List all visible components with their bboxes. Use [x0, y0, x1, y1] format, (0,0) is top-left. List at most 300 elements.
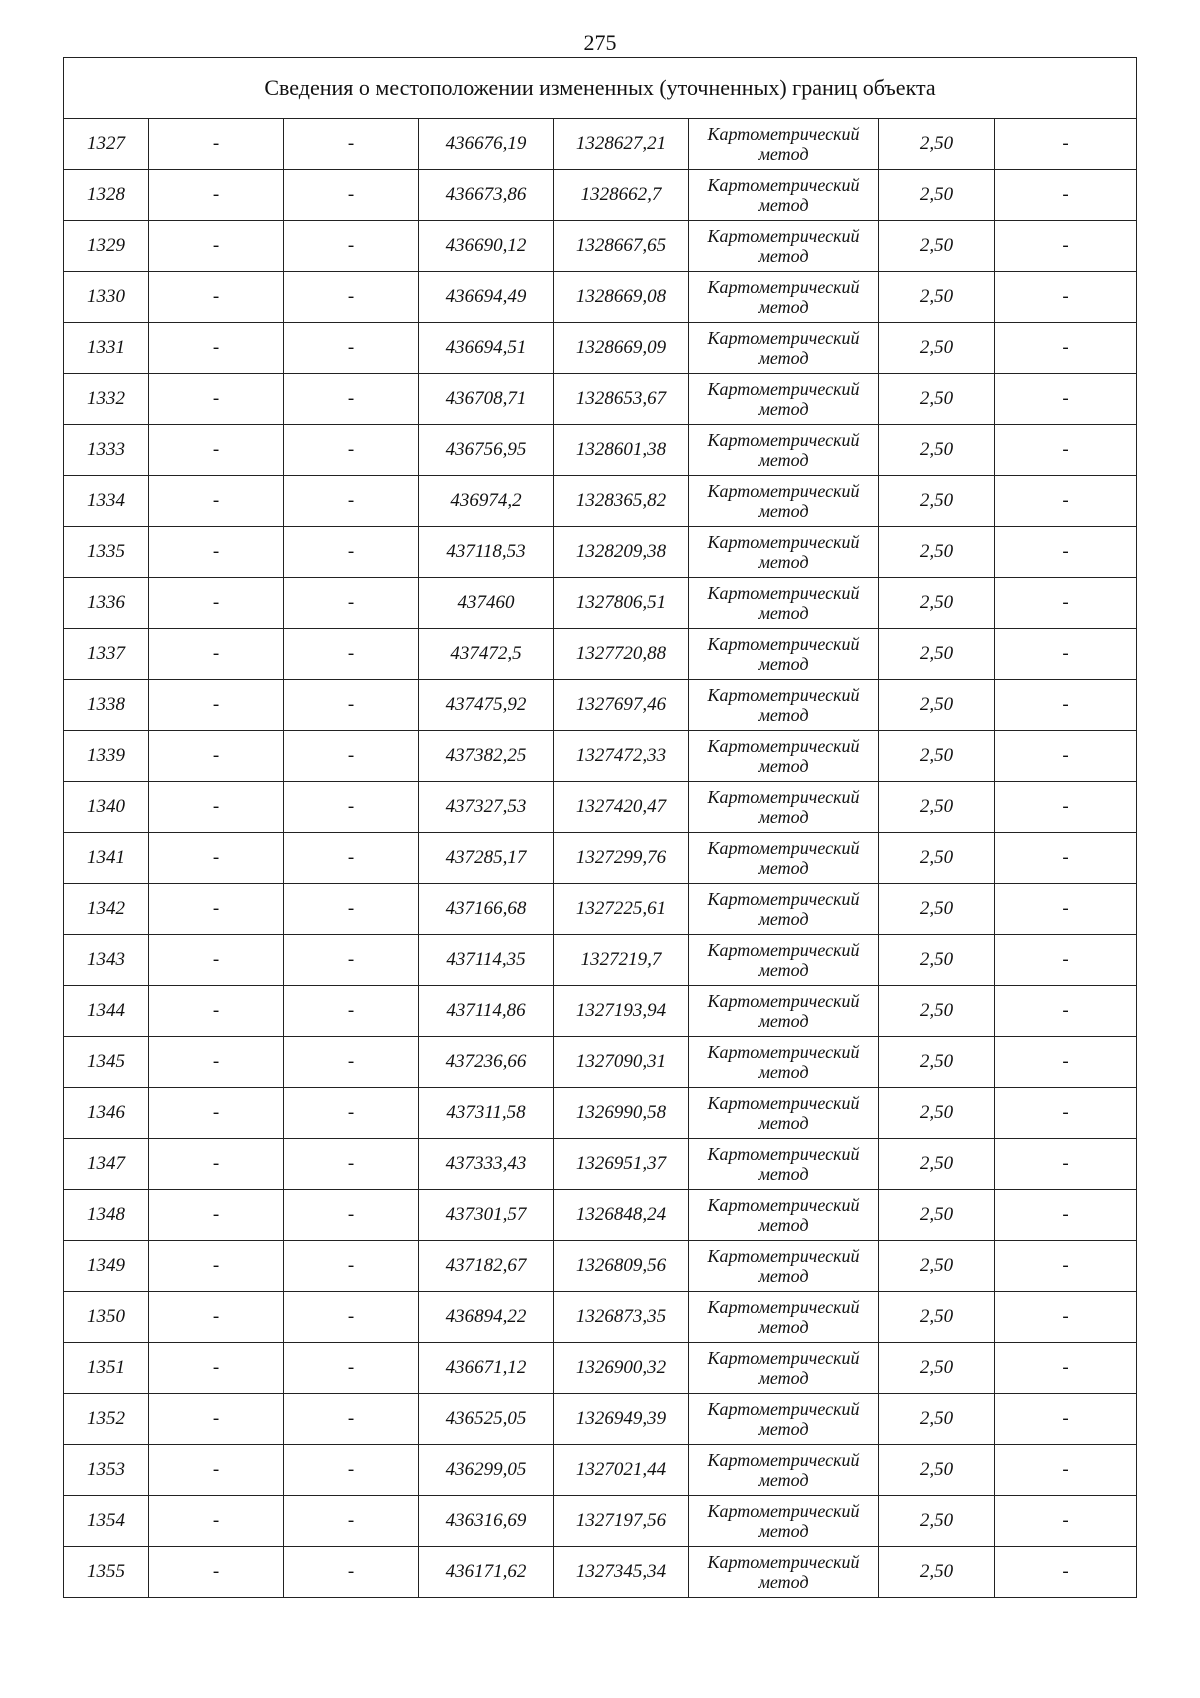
method-line-2: метод: [758, 960, 809, 980]
accuracy-cell: 2,50: [879, 1445, 995, 1496]
method-cell: [689, 425, 879, 476]
point-number-cell: 1336: [64, 578, 149, 629]
method-line-1: Картометрический: [707, 481, 860, 501]
old-y-cell: -: [284, 1394, 419, 1445]
accuracy-cell: 2,50: [879, 833, 995, 884]
method-cell: [689, 1037, 879, 1088]
method-line-2: метод: [758, 297, 809, 317]
method-line-2: метод: [758, 1317, 809, 1337]
accuracy-cell: 2,50: [879, 578, 995, 629]
table-row: [64, 629, 1137, 680]
new-y-cell: 1328365,82: [554, 476, 689, 527]
new-x-cell: 436676,19: [419, 119, 554, 170]
method-line-2: метод: [758, 1164, 809, 1184]
old-x-cell: -: [149, 680, 284, 731]
point-number-cell: 1355: [64, 1547, 149, 1598]
accuracy-cell: 2,50: [879, 221, 995, 272]
old-x-cell: -: [149, 1394, 284, 1445]
accuracy-cell: 2,50: [879, 1037, 995, 1088]
method-line-2: метод: [758, 909, 809, 929]
point-number-cell: 1333: [64, 425, 149, 476]
description-cell: -: [995, 1190, 1137, 1241]
method-line-2: метод: [758, 1011, 809, 1031]
table-row: [64, 1037, 1137, 1088]
old-x-cell: -: [149, 119, 284, 170]
description-cell: -: [995, 1241, 1137, 1292]
new-x-cell: 437114,86: [419, 986, 554, 1037]
new-x-cell: 437182,67: [419, 1241, 554, 1292]
table-row: [64, 986, 1137, 1037]
method-line-1: Картометрический: [707, 328, 860, 348]
new-y-cell: 1328653,67: [554, 374, 689, 425]
old-x-cell: -: [149, 1139, 284, 1190]
method-cell: [689, 1445, 879, 1496]
new-y-cell: 1328669,08: [554, 272, 689, 323]
accuracy-cell: 2,50: [879, 1343, 995, 1394]
table-row: [64, 527, 1137, 578]
method-cell: [689, 833, 879, 884]
method-line-1: Картометрический: [707, 1501, 860, 1521]
description-cell: -: [995, 1343, 1137, 1394]
old-x-cell: -: [149, 476, 284, 527]
new-x-cell: 436299,05: [419, 1445, 554, 1496]
table-row: [64, 323, 1137, 374]
method-line-1: Картометрический: [707, 1450, 860, 1470]
method-line-2: метод: [758, 501, 809, 521]
new-y-cell: 1327021,44: [554, 1445, 689, 1496]
method-cell: [689, 1088, 879, 1139]
old-y-cell: -: [284, 986, 419, 1037]
new-y-cell: 1327299,76: [554, 833, 689, 884]
method-line-2: метод: [758, 807, 809, 827]
method-cell: [689, 1343, 879, 1394]
method-cell: [689, 884, 879, 935]
new-x-cell: 436694,51: [419, 323, 554, 374]
table-row: [64, 1496, 1137, 1547]
method-cell: [689, 1547, 879, 1598]
method-line-1: Картометрический: [707, 1093, 860, 1113]
new-x-cell: 437475,92: [419, 680, 554, 731]
method-line-2: метод: [758, 399, 809, 419]
old-x-cell: -: [149, 782, 284, 833]
old-x-cell: -: [149, 986, 284, 1037]
point-number-cell: 1351: [64, 1343, 149, 1394]
method-line-1: Картометрический: [707, 430, 860, 450]
new-x-cell: 437327,53: [419, 782, 554, 833]
point-number-cell: 1345: [64, 1037, 149, 1088]
table-row: [64, 578, 1137, 629]
old-x-cell: -: [149, 578, 284, 629]
description-cell: -: [995, 221, 1137, 272]
new-x-cell: 436690,12: [419, 221, 554, 272]
table-row: [64, 119, 1137, 170]
new-y-cell: 1328662,7: [554, 170, 689, 221]
old-y-cell: -: [284, 170, 419, 221]
table-row: [64, 1241, 1137, 1292]
new-x-cell: 436671,12: [419, 1343, 554, 1394]
point-number-cell: 1331: [64, 323, 149, 374]
method-line-2: метод: [758, 756, 809, 776]
accuracy-cell: 2,50: [879, 1241, 995, 1292]
method-cell: [689, 1190, 879, 1241]
accuracy-cell: 2,50: [879, 782, 995, 833]
old-y-cell: -: [284, 425, 419, 476]
new-x-cell: 437301,57: [419, 1190, 554, 1241]
description-cell: -: [995, 935, 1137, 986]
accuracy-cell: 2,50: [879, 1088, 995, 1139]
table-row: [64, 833, 1137, 884]
method-line-1: Картометрический: [707, 532, 860, 552]
old-x-cell: -: [149, 1241, 284, 1292]
old-y-cell: -: [284, 476, 419, 527]
method-line-2: метод: [758, 705, 809, 725]
new-y-cell: 1326900,32: [554, 1343, 689, 1394]
table-row: [64, 1343, 1137, 1394]
method-cell: [689, 782, 879, 833]
description-cell: -: [995, 578, 1137, 629]
old-y-cell: -: [284, 1292, 419, 1343]
accuracy-cell: 2,50: [879, 425, 995, 476]
new-y-cell: 1328209,38: [554, 527, 689, 578]
method-line-2: метод: [758, 1062, 809, 1082]
point-number-cell: 1329: [64, 221, 149, 272]
new-x-cell: 437311,58: [419, 1088, 554, 1139]
old-x-cell: -: [149, 221, 284, 272]
old-y-cell: -: [284, 1190, 419, 1241]
old-y-cell: -: [284, 1088, 419, 1139]
accuracy-cell: 2,50: [879, 1547, 995, 1598]
old-y-cell: -: [284, 1037, 419, 1088]
table-body: [64, 58, 1137, 1598]
method-cell: [689, 323, 879, 374]
new-y-cell: 1327697,46: [554, 680, 689, 731]
method-cell: [689, 221, 879, 272]
accuracy-cell: 2,50: [879, 476, 995, 527]
method-line-2: метод: [758, 195, 809, 215]
old-x-cell: -: [149, 1547, 284, 1598]
new-y-cell: 1326873,35: [554, 1292, 689, 1343]
accuracy-cell: 2,50: [879, 680, 995, 731]
method-line-2: метод: [758, 858, 809, 878]
old-y-cell: -: [284, 833, 419, 884]
accuracy-cell: 2,50: [879, 1139, 995, 1190]
accuracy-cell: 2,50: [879, 323, 995, 374]
old-x-cell: -: [149, 527, 284, 578]
old-x-cell: -: [149, 1445, 284, 1496]
old-x-cell: -: [149, 323, 284, 374]
method-line-1: Картометрический: [707, 1246, 860, 1266]
point-number-cell: 1338: [64, 680, 149, 731]
method-line-2: метод: [758, 144, 809, 164]
accuracy-cell: 2,50: [879, 986, 995, 1037]
method-line-1: Картометрический: [707, 1348, 860, 1368]
method-line-2: метод: [758, 654, 809, 674]
method-cell: [689, 1394, 879, 1445]
old-y-cell: -: [284, 221, 419, 272]
table-row: [64, 221, 1137, 272]
method-line-1: Картометрический: [707, 277, 860, 297]
new-y-cell: 1327225,61: [554, 884, 689, 935]
old-y-cell: -: [284, 1445, 419, 1496]
new-y-cell: 1328601,38: [554, 425, 689, 476]
table-row: [64, 731, 1137, 782]
old-x-cell: -: [149, 1190, 284, 1241]
method-line-1: Картометрический: [707, 889, 860, 909]
description-cell: -: [995, 1139, 1137, 1190]
old-x-cell: -: [149, 1037, 284, 1088]
accuracy-cell: 2,50: [879, 935, 995, 986]
point-number-cell: 1335: [64, 527, 149, 578]
description-cell: -: [995, 170, 1137, 221]
point-number-cell: 1346: [64, 1088, 149, 1139]
point-number-cell: 1343: [64, 935, 149, 986]
old-y-cell: -: [284, 1547, 419, 1598]
old-x-cell: -: [149, 884, 284, 935]
old-x-cell: -: [149, 170, 284, 221]
point-number-cell: 1332: [64, 374, 149, 425]
method-cell: [689, 1241, 879, 1292]
table-row: [64, 1190, 1137, 1241]
accuracy-cell: 2,50: [879, 272, 995, 323]
method-line-1: Картометрический: [707, 1399, 860, 1419]
new-y-cell: 1327472,33: [554, 731, 689, 782]
method-cell: [689, 935, 879, 986]
description-cell: -: [995, 1088, 1137, 1139]
method-line-2: метод: [758, 552, 809, 572]
description-cell: -: [995, 476, 1137, 527]
old-y-cell: -: [284, 119, 419, 170]
method-line-2: метод: [758, 1521, 809, 1541]
new-x-cell: 437285,17: [419, 833, 554, 884]
description-cell: -: [995, 680, 1137, 731]
new-y-cell: 1327197,56: [554, 1496, 689, 1547]
method-cell: [689, 986, 879, 1037]
method-line-1: Картометрический: [707, 226, 860, 246]
method-cell: [689, 1139, 879, 1190]
point-number-cell: 1340: [64, 782, 149, 833]
new-y-cell: 1327345,34: [554, 1547, 689, 1598]
description-cell: -: [995, 323, 1137, 374]
method-line-2: метод: [758, 1572, 809, 1592]
method-cell: [689, 170, 879, 221]
table-header-row: [64, 58, 1137, 119]
description-cell: -: [995, 374, 1137, 425]
new-y-cell: 1327090,31: [554, 1037, 689, 1088]
new-y-cell: 1328669,09: [554, 323, 689, 374]
description-cell: -: [995, 782, 1137, 833]
new-y-cell: 1328627,21: [554, 119, 689, 170]
table-row: [64, 935, 1137, 986]
old-y-cell: -: [284, 1139, 419, 1190]
table-row: [64, 170, 1137, 221]
table-row: [64, 1547, 1137, 1598]
point-number-cell: 1327: [64, 119, 149, 170]
point-number-cell: 1339: [64, 731, 149, 782]
new-x-cell: 437333,43: [419, 1139, 554, 1190]
method-cell: [689, 527, 879, 578]
description-cell: -: [995, 986, 1137, 1037]
method-line-1: Картометрический: [707, 940, 860, 960]
description-cell: -: [995, 272, 1137, 323]
accuracy-cell: 2,50: [879, 374, 995, 425]
new-y-cell: 1326809,56: [554, 1241, 689, 1292]
method-line-2: метод: [758, 1266, 809, 1286]
point-number-cell: 1352: [64, 1394, 149, 1445]
method-line-1: Картометрический: [707, 175, 860, 195]
point-number-cell: 1337: [64, 629, 149, 680]
point-number-cell: 1353: [64, 1445, 149, 1496]
new-y-cell: 1328667,65: [554, 221, 689, 272]
accuracy-cell: 2,50: [879, 1292, 995, 1343]
method-line-2: метод: [758, 1368, 809, 1388]
method-line-1: Картометрический: [707, 1552, 860, 1572]
old-x-cell: -: [149, 731, 284, 782]
old-y-cell: -: [284, 272, 419, 323]
accuracy-cell: 2,50: [879, 527, 995, 578]
method-cell: [689, 680, 879, 731]
point-number-cell: 1344: [64, 986, 149, 1037]
table-row: [64, 884, 1137, 935]
old-x-cell: -: [149, 272, 284, 323]
boundary-table: [63, 57, 1137, 1598]
method-cell: [689, 272, 879, 323]
method-line-1: Картометрический: [707, 634, 860, 654]
method-cell: [689, 578, 879, 629]
new-y-cell: 1326951,37: [554, 1139, 689, 1190]
new-y-cell: 1327420,47: [554, 782, 689, 833]
point-number-cell: 1328: [64, 170, 149, 221]
method-cell: [689, 1292, 879, 1343]
description-cell: -: [995, 1445, 1137, 1496]
accuracy-cell: 2,50: [879, 1496, 995, 1547]
old-x-cell: -: [149, 425, 284, 476]
method-line-1: Картометрический: [707, 685, 860, 705]
new-x-cell: 437472,5: [419, 629, 554, 680]
description-cell: -: [995, 527, 1137, 578]
method-line-2: метод: [758, 246, 809, 266]
table-row: [64, 1139, 1137, 1190]
point-number-cell: 1354: [64, 1496, 149, 1547]
new-x-cell: 437382,25: [419, 731, 554, 782]
old-x-cell: -: [149, 1088, 284, 1139]
new-y-cell: 1327219,7: [554, 935, 689, 986]
point-number-cell: 1334: [64, 476, 149, 527]
new-x-cell: 436525,05: [419, 1394, 554, 1445]
new-x-cell: 437166,68: [419, 884, 554, 935]
page-number: 275: [583, 30, 617, 55]
new-y-cell: 1327193,94: [554, 986, 689, 1037]
method-line-1: Картометрический: [707, 1144, 860, 1164]
new-x-cell: 437118,53: [419, 527, 554, 578]
old-x-cell: -: [149, 1496, 284, 1547]
old-y-cell: -: [284, 680, 419, 731]
accuracy-cell: 2,50: [879, 170, 995, 221]
new-x-cell: 437460: [419, 578, 554, 629]
table-title: Сведения о местоположении измененных (уточненных) границ объекта: [64, 58, 1137, 119]
old-y-cell: -: [284, 578, 419, 629]
method-line-2: метод: [758, 1419, 809, 1439]
accuracy-cell: 2,50: [879, 1394, 995, 1445]
old-x-cell: -: [149, 833, 284, 884]
method-line-1: Картометрический: [707, 991, 860, 1011]
description-cell: -: [995, 1547, 1137, 1598]
old-y-cell: -: [284, 527, 419, 578]
method-line-2: метод: [758, 603, 809, 623]
table-row: [64, 1394, 1137, 1445]
description-cell: -: [995, 1037, 1137, 1088]
accuracy-cell: 2,50: [879, 884, 995, 935]
table-row: [64, 425, 1137, 476]
description-cell: -: [995, 833, 1137, 884]
table-row: [64, 1088, 1137, 1139]
method-line-1: Картометрический: [707, 379, 860, 399]
method-line-1: Картометрический: [707, 787, 860, 807]
description-cell: -: [995, 1292, 1137, 1343]
description-cell: -: [995, 629, 1137, 680]
old-y-cell: -: [284, 782, 419, 833]
old-y-cell: -: [284, 1343, 419, 1394]
new-x-cell: 436694,49: [419, 272, 554, 323]
point-number-cell: 1348: [64, 1190, 149, 1241]
new-y-cell: 1327720,88: [554, 629, 689, 680]
old-y-cell: -: [284, 731, 419, 782]
old-y-cell: -: [284, 1241, 419, 1292]
method-line-1: Картометрический: [707, 1042, 860, 1062]
method-line-1: Картометрический: [707, 583, 860, 603]
method-line-1: Картометрический: [707, 124, 860, 144]
new-y-cell: 1327806,51: [554, 578, 689, 629]
old-y-cell: -: [284, 1496, 419, 1547]
method-line-2: метод: [758, 450, 809, 470]
description-cell: -: [995, 731, 1137, 782]
description-cell: -: [995, 119, 1137, 170]
method-line-2: метод: [758, 348, 809, 368]
accuracy-cell: 2,50: [879, 629, 995, 680]
table-row: [64, 1445, 1137, 1496]
method-line-1: Картометрический: [707, 1195, 860, 1215]
method-line-2: метод: [758, 1215, 809, 1235]
new-x-cell: 437236,66: [419, 1037, 554, 1088]
table-row: [64, 272, 1137, 323]
new-x-cell: 437114,35: [419, 935, 554, 986]
point-number-cell: 1341: [64, 833, 149, 884]
point-number-cell: 1330: [64, 272, 149, 323]
method-cell: [689, 119, 879, 170]
old-x-cell: -: [149, 935, 284, 986]
old-x-cell: -: [149, 1292, 284, 1343]
old-x-cell: -: [149, 629, 284, 680]
description-cell: -: [995, 425, 1137, 476]
old-y-cell: -: [284, 935, 419, 986]
new-x-cell: 436756,95: [419, 425, 554, 476]
new-x-cell: 436316,69: [419, 1496, 554, 1547]
new-y-cell: 1326848,24: [554, 1190, 689, 1241]
method-line-2: метод: [758, 1113, 809, 1133]
accuracy-cell: 2,50: [879, 119, 995, 170]
method-cell: [689, 476, 879, 527]
description-cell: -: [995, 884, 1137, 935]
table-row: [64, 680, 1137, 731]
old-y-cell: -: [284, 374, 419, 425]
accuracy-cell: 2,50: [879, 731, 995, 782]
method-line-1: Картометрический: [707, 1297, 860, 1317]
method-line-2: метод: [758, 1470, 809, 1490]
method-cell: [689, 731, 879, 782]
table-row: [64, 782, 1137, 833]
table-row: [64, 1292, 1137, 1343]
accuracy-cell: 2,50: [879, 1190, 995, 1241]
description-cell: -: [995, 1394, 1137, 1445]
